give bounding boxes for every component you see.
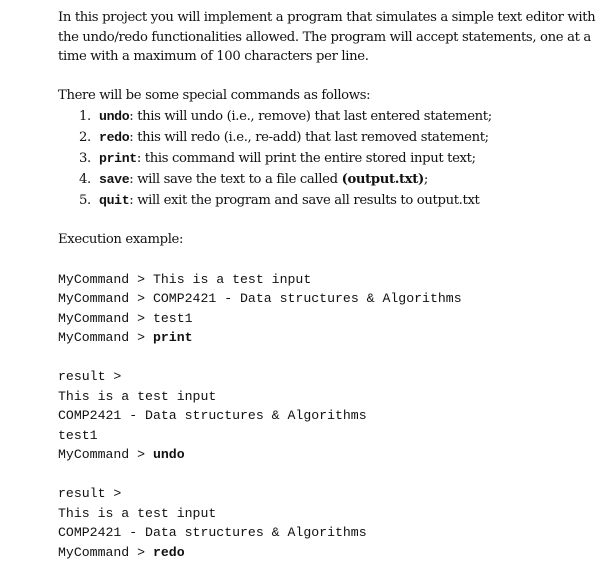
- command-number: 2.: [79, 129, 91, 145]
- command-keyword: undo: [99, 108, 130, 124]
- command-number: 1.: [79, 108, 91, 124]
- code-text: COMP2421 - Data structures & Algorithms: [58, 408, 367, 423]
- command-item-print: [58, 148, 598, 169]
- commands-list: [58, 106, 598, 211]
- command-keyword: quit: [99, 192, 130, 208]
- code-line: [58, 543, 598, 563]
- command-item-undo: [58, 106, 598, 127]
- command-description: : this will redo (i.e., re-add) that last removed statement;: [129, 129, 489, 145]
- code-line: [58, 445, 598, 465]
- example-block-3: [58, 484, 598, 562]
- code-text: test1: [58, 427, 98, 443]
- code-line: [58, 289, 598, 309]
- command-prompt: MyCommand >: [58, 330, 153, 345]
- code-line: [58, 406, 598, 426]
- command-number: 3.: [79, 150, 91, 166]
- code-text: COMP2421 - Data structures & Algorithms: [152, 291, 462, 306]
- code-text: test1: [152, 310, 193, 326]
- code-line: [58, 426, 598, 446]
- commands-intro: There will be some special commands as follows:: [58, 88, 371, 103]
- code-line: [58, 387, 598, 407]
- code-text: This is a test input: [58, 388, 217, 404]
- code-command: print: [152, 330, 193, 345]
- code-command: undo: [152, 447, 185, 462]
- command-description: : will save the text to a file called: [129, 171, 342, 187]
- code-line: [58, 270, 598, 290]
- command-prompt: MyCommand >: [58, 291, 153, 306]
- document-body: [58, 8, 598, 562]
- command-prompt: MyCommand >: [58, 310, 153, 326]
- command-item-redo: [58, 127, 598, 148]
- code-command: redo: [152, 544, 185, 560]
- code-line: [58, 484, 598, 504]
- execution-example-label: Execution example:: [58, 232, 184, 247]
- code-line: [58, 328, 598, 348]
- command-prompt: MyCommand >: [58, 544, 153, 560]
- command-keyword: save: [99, 171, 130, 187]
- code-line: [58, 309, 598, 329]
- command-prompt: MyCommand >: [58, 271, 153, 287]
- command-description-end: ;: [423, 171, 428, 187]
- code-text: This is a test input: [152, 271, 312, 287]
- command-prompt: MyCommand >: [58, 447, 153, 462]
- result-prompt: result >: [58, 486, 122, 501]
- command-number: 5.: [79, 192, 91, 208]
- command-item-quit: [58, 190, 598, 211]
- example-block-1: [58, 270, 598, 348]
- intro-paragraph: In this project you will implement a program that simulates a simple text editor with the undo/redo functionalities allowed. The program will accept statements, one at a time with a maximum of 100 characters per line.: [58, 10, 596, 64]
- result-prompt: result >: [58, 369, 122, 384]
- code-line: [58, 523, 598, 543]
- command-keyword: redo: [99, 129, 130, 145]
- code-text: COMP2421 - Data structures & Algorithms: [58, 525, 367, 540]
- command-item-save: [58, 169, 598, 190]
- example-block-2: [58, 367, 598, 465]
- command-number: 4.: [79, 171, 91, 187]
- command-description: : this command will print the entire stored input text;: [136, 150, 476, 166]
- output-filename: (output.txt): [341, 171, 424, 187]
- command-description: : will exit the program and save all results to output.txt: [129, 192, 480, 208]
- command-description: : this will undo (i.e., remove) that last entered statement;: [129, 108, 492, 124]
- code-line: [58, 367, 598, 387]
- code-text: This is a test input: [58, 505, 217, 521]
- code-line: [58, 504, 598, 524]
- command-keyword: print: [99, 150, 137, 166]
